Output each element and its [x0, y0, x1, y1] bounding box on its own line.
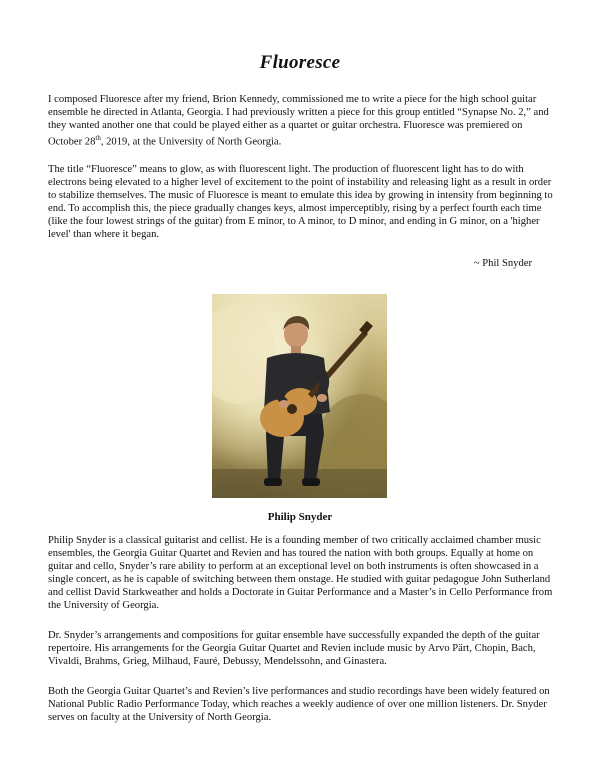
bio-paragraph-1: Philip Snyder is a classical guitarist and cellist. He is a founding member of two critically acclaimed chamber music ensembles, the Georgia Guitar Quartet and Revien and has toured the nation with both groups. Equally at home on guitar and cello, Snyder’s rare ability to perform at an exceptional level on both instruments is often showcased in a single concert, as he is capable of switching between them onstage. He studied with guitar pedagogue John Sutherland and cellist David Starkweather and holds a Doctorate in Guitar Performance and a Master’s in Cello Performance from the University of Georgia.: [48, 535, 553, 612]
bio-paragraph-2: Dr. Snyder’s arrangements and compositions for guitar ensemble have successfully expanded the depth of the guitar repertoire. His arrangements for the Georgia Guitar Quartet and Revien include music by Arvo Pärt, Chopin, Bach, Vivaldi, Brahms, Grieg, Milhaud, Fauré, Debussy, Mendelssohn, and Ginastera.: [48, 630, 540, 668]
bio-paragraph-3: Both the Georgia Guitar Quartet’s and Revien’s live performances and studio recordings have been widely featured on National Public Radio Performance Today, which reaches a weekly audience of over one million listeners. Dr. Snyder serves on faculty at the University of North Georgia.: [48, 686, 550, 724]
intro-p1-text-end: , 2019, at the University of North Georgia.: [100, 136, 282, 148]
photo-caption: Philip Snyder: [267, 511, 333, 523]
page-title: Fluoresce: [259, 52, 341, 73]
intro-p1-text: I composed Fluoresce after my friend, Brion Kennedy, commissioned me to write a piece for the high school guitar ensemble he directed in Atlanta, Georgia. I had previously written a piece for this group entitled “Synapse No. 2,” and they wanted another one that could be played either as a quartet or guitar orchestra. Fluoresce was premiered on October 28: [48, 94, 549, 148]
intro-p1-superscript: th: [95, 134, 101, 143]
performer-photo: [212, 294, 387, 498]
intro-paragraph-1: [48, 93, 556, 149]
composer-signature: ~ Phil Snyder: [473, 258, 532, 269]
guitarist-illustration: [212, 294, 387, 498]
intro-paragraph-2: The title “Fluoresce” means to glow, as with fluorescent light. The production of fluorescent light has to do with electrons being elevated to a higher level of excitement to the point of instability and releasing light as a result in order to stabilize themselves. The music of Fluoresce is meant to emulate this idea by growing in intensity from beginning to end. To accomplish this, the piece gradually changes keys, almost imperceptibly, rising by a perfect fourth each time (like the four lowest strings of the guitar) from E minor, to A minor, to D minor, and ending in G minor, on a 'higher level' than where it began.: [48, 164, 553, 241]
